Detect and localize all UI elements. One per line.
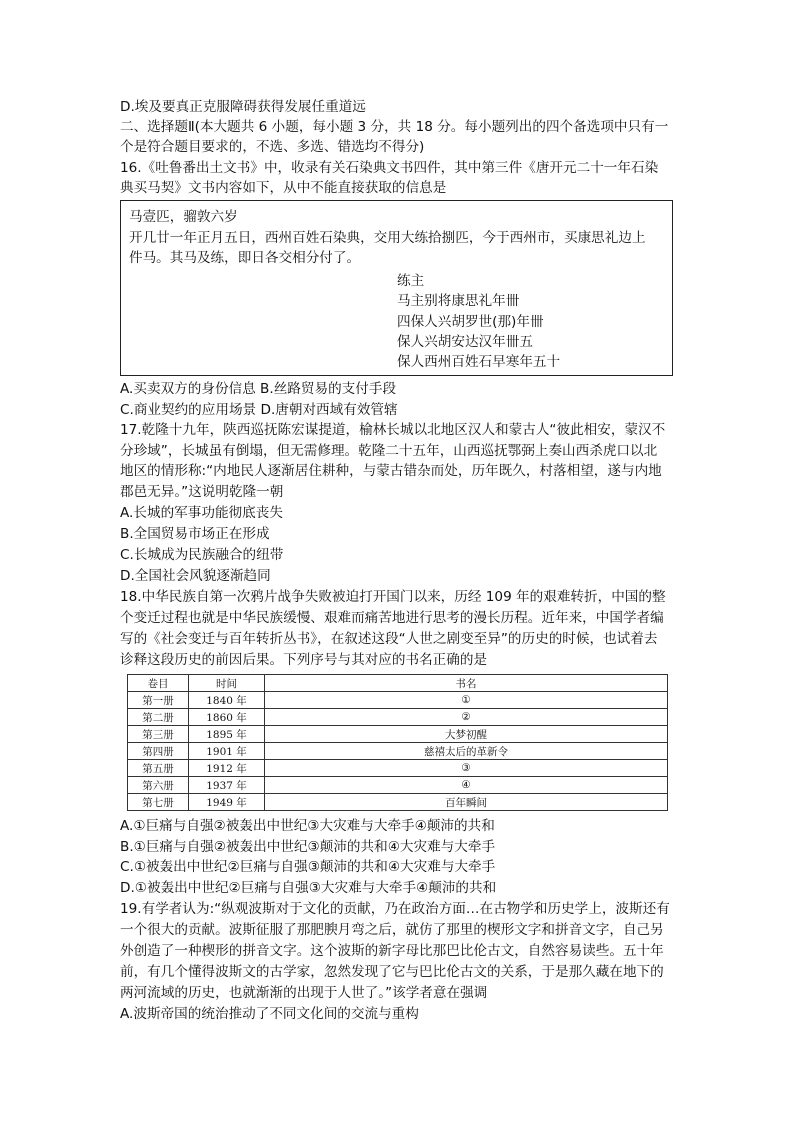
- table-row: [128, 777, 668, 794]
- table-row: [128, 709, 668, 726]
- cell-volume: 第七册: [128, 794, 189, 811]
- q17-stem: 地区的情形称:“内地民人逐渐居住耕种，与蒙古错杂而处，历年既久，村落相望，遂与内地: [120, 463, 662, 479]
- cell-time: 1895 年: [189, 726, 265, 743]
- cell-time: 1912 年: [189, 760, 265, 777]
- cell-title: ④: [265, 777, 668, 794]
- q18-stem: 18.中华民族自第一次鸦片战争失败被迫打开国门以来，历经 109 年的艰难转折，中国的整: [120, 589, 666, 605]
- cell-time: 1860 年: [189, 709, 265, 726]
- q18-option: D.①被轰出中世纪②巨痛与自强③大灾难与大牵手④颠沛的共和: [120, 880, 497, 896]
- section-heading-cont: 个是符合题目要求的，不选、多选、错选均不得分): [120, 139, 425, 155]
- contract-line: 件马。其马及练，即日各交相分付了。: [129, 250, 361, 266]
- cell-time: 1937 年: [189, 777, 265, 794]
- q18-option: C.①被轰出中世纪②巨痛与自强③颠沛的共和④大灾难与大牵手: [120, 859, 496, 875]
- table-row: [128, 794, 668, 811]
- q15-option-d: D.埃及要真正克服障碍获得发展任重道远: [120, 99, 366, 115]
- q16-contract-box: [120, 200, 673, 376]
- q16-stem-cont: 典买马契》文书内容如下，从中不能直接获取的信息是: [120, 180, 447, 196]
- q17-option: D.全国社会风貌逐渐趋同: [120, 568, 271, 584]
- cell-title: 百年瞬间: [265, 794, 668, 811]
- q18-volume-table: [127, 674, 668, 811]
- q17-stem: 郡邑无异。”这说明乾隆一朝: [120, 484, 284, 500]
- contract-line: 开几廿一年正月五日，西州百姓石染典，交用大练拾捌匹，今于西州市，买康思礼边上: [129, 230, 646, 246]
- contract-signature: 练主: [397, 273, 425, 289]
- q17-option: A.长城的军事功能彻底丧失: [120, 505, 283, 521]
- cell-time: 1840 年: [189, 692, 265, 709]
- cell-volume: 第六册: [128, 777, 189, 794]
- contract-signature: 保人兴胡安达汉年卌五: [397, 334, 533, 350]
- cell-time: 1949 年: [189, 794, 265, 811]
- cell-title: 大梦初醒: [265, 726, 668, 743]
- table-row: [128, 743, 668, 760]
- q17-option: B.全国贸易市场正在形成: [120, 526, 270, 542]
- q19-option: A.波斯帝国的统治推动了不同文化间的交流与重构: [120, 1006, 419, 1022]
- q17-option: C.长城成为民族融合的纽带: [120, 547, 284, 563]
- q16-stem: 16.《吐鲁番出土文书》中，收录有关石染典文书四件，其中第三件《唐开元二十一年石染: [120, 160, 659, 176]
- q16-option: A.买卖双方的身份信息 B.丝路贸易的支付手段: [120, 381, 397, 397]
- cell-title: ②: [265, 709, 668, 726]
- contract-signature: 马主别将康思礼年卌: [397, 293, 520, 309]
- cell-title: ③: [265, 760, 668, 777]
- q18-stem: 诊释这段历史的前因后果。下列序号与其对应的书名正确的是: [120, 652, 488, 668]
- q18-option: B.①巨痛与自强②被轰出中世纪③颠沛的共和④大灾难与大牵手: [120, 839, 496, 855]
- contract-signature: 四保人兴胡罗世(那)年卌: [397, 314, 544, 330]
- header-title: 书名: [265, 675, 668, 692]
- header-volume: 卷目: [128, 675, 189, 692]
- cell-title: ①: [265, 692, 668, 709]
- q17-stem: 分珍域”，长城虽有倒塌，但无需修理。乾隆二十五年，山西巡抚鄂弼上奏山西杀虎口以北: [120, 443, 658, 459]
- q19-stem: 前，有几个懂得波斯文的古学家，忽然发现了它与巴比伦古文的关系，于是那久藏在地下的: [120, 964, 664, 980]
- table-row: [128, 692, 668, 709]
- contract-signature: 保人西州百姓石早寒年五十: [397, 354, 561, 370]
- q18-stem: 写的《社会变迁与百年转折丛书》，在叙述这段“人世之剧变至异”的历史的时候，也试着去: [120, 631, 658, 647]
- q19-stem: 19.有学者认为:“纵观波斯对于文化的贡献，乃在政治方面…在古物学和历史学上，波斯还有: [120, 901, 670, 917]
- table-row: [128, 760, 668, 777]
- cell-volume: 第三册: [128, 726, 189, 743]
- cell-volume: 第一册: [128, 692, 189, 709]
- q19-stem: 外创造了一种楔形的拼音文字。这个波斯的新字母比那巴比伦古文，自然容易读些。五十年: [120, 943, 664, 959]
- cell-time: 1901 年: [189, 743, 265, 760]
- q16-option: C.商业契约的应用场景 D.唐朝对西域有效管辖: [120, 402, 398, 418]
- q18-stem: 个变迁过程也就是中华民族缓慢、艰难而痛苦地进行思考的漫长历程。近年来，中国学者编: [120, 610, 664, 626]
- table-header-row: [128, 675, 668, 692]
- q19-stem: 一个很大的贡献。波斯征服了那肥腴月弯之后，就仿了那里的楔形文字和拼音文字，自己另: [120, 922, 664, 938]
- q19-stem: 两河流域的历史，也就渐渐的出现于人世了。”该学者意在强调: [120, 985, 488, 1001]
- q17-stem: 17.乾隆十九年，陕西巡抚陈宏谋提道，榆林长城以北地区汉人和蒙古人“彼此相安，蒙汉不: [120, 422, 666, 438]
- contract-line: 马壹匹，骝敦六岁: [129, 209, 238, 225]
- cell-volume: 第五册: [128, 760, 189, 777]
- q18-option: A.①巨痛与自强②被轰出中世纪③大灾难与大牵手④颠沛的共和: [120, 818, 495, 834]
- section-heading: 二、选择题Ⅱ(本大题共 6 小题，每小题 3 分，共 18 分。每小题列出的四个备选项中只有一: [120, 119, 669, 135]
- cell-title: 慈禧太后的革新令: [265, 743, 668, 760]
- header-time: 时间: [189, 675, 265, 692]
- cell-volume: 第四册: [128, 743, 189, 760]
- table-row: [128, 726, 668, 743]
- cell-volume: 第二册: [128, 709, 189, 726]
